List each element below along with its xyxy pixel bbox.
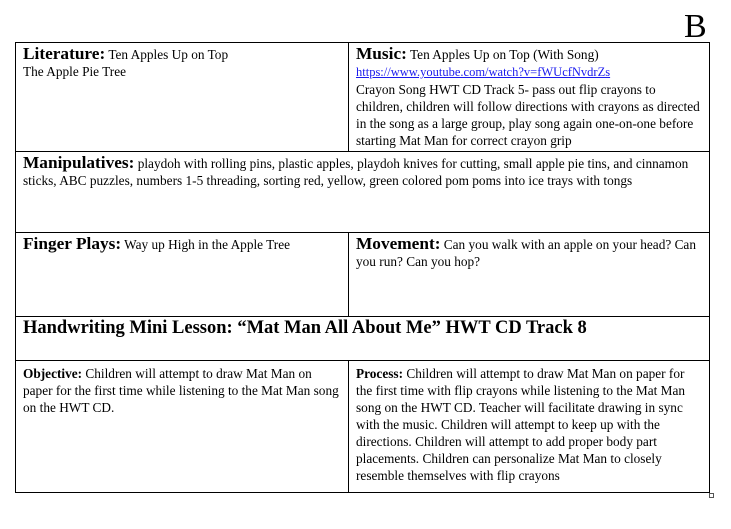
literature-cell [16, 43, 348, 151]
table-resize-handle[interactable] [709, 493, 714, 498]
lesson-plan-table [15, 42, 710, 493]
movement-cell [349, 233, 709, 316]
movement-text: Can you walk with an apple on your head? Can you run? Can you hop? [356, 237, 696, 269]
literature-heading: Literature: [23, 44, 106, 63]
handwriting-cell [16, 317, 709, 360]
handwriting-title: Handwriting Mini Lesson: “Mat Man All About Me” HWT CD Track 8 [23, 318, 587, 338]
process-cell [349, 361, 709, 493]
finger-plays-text: Way up High in the Apple Tree [124, 237, 291, 252]
music-title: Ten Apples Up on Top (With Song) [409, 47, 599, 62]
music-heading: Music: [356, 44, 407, 63]
finger-plays-heading: Finger Plays: [23, 234, 122, 253]
manipulatives-cell [16, 152, 709, 232]
process-heading: Process: [356, 366, 404, 381]
music-cell [349, 43, 709, 151]
objective-cell [16, 361, 348, 493]
music-youtube-link[interactable]: https://www.youtube.com/watch?v=fWUcfNvdrZs [356, 65, 611, 79]
objective-text: Children will attempt to draw Mat Man on paper for the first time while listening to the Mat Man song on the HWT CD. [23, 366, 339, 415]
literature-line1: Ten Apples Up on Top [108, 47, 229, 62]
movement-heading: Movement: [356, 234, 441, 253]
manipulatives-heading: Manipulatives: [23, 153, 135, 172]
process-text: Children will attempt to draw Mat Man on paper for the first time with flip crayons while listening to the Mat Man song on the HWT CD. Teacher will facilitate drawing in sync with the music. Children will attempt to keep up with the directions. Children will attempt to add proper body part placements. Children can personalize Mat Man to closely resemble themselves with flip crayons [356, 366, 686, 483]
literature-line2: The Apple Pie Tree [23, 64, 127, 79]
manipulatives-text: playdoh with rolling pins, plastic apples, playdoh knives for cutting, small apple pie tins, and cinnamon sticks, ABC puzzles, numbers 1-5 threading, sorting red, yellow, green colored pom poms into ice trays with tongs [23, 156, 689, 188]
music-text: Crayon Song HWT CD Track 5- pass out flip crayons to children, children will follow directions with crayons as directed in the song as a large group, play song again one-on-one before starting Mat Man for correct crayon grip [356, 82, 700, 148]
objective-heading: Objective: [23, 366, 83, 381]
finger-plays-cell [16, 233, 348, 316]
corner-letter: B [684, 8, 707, 45]
